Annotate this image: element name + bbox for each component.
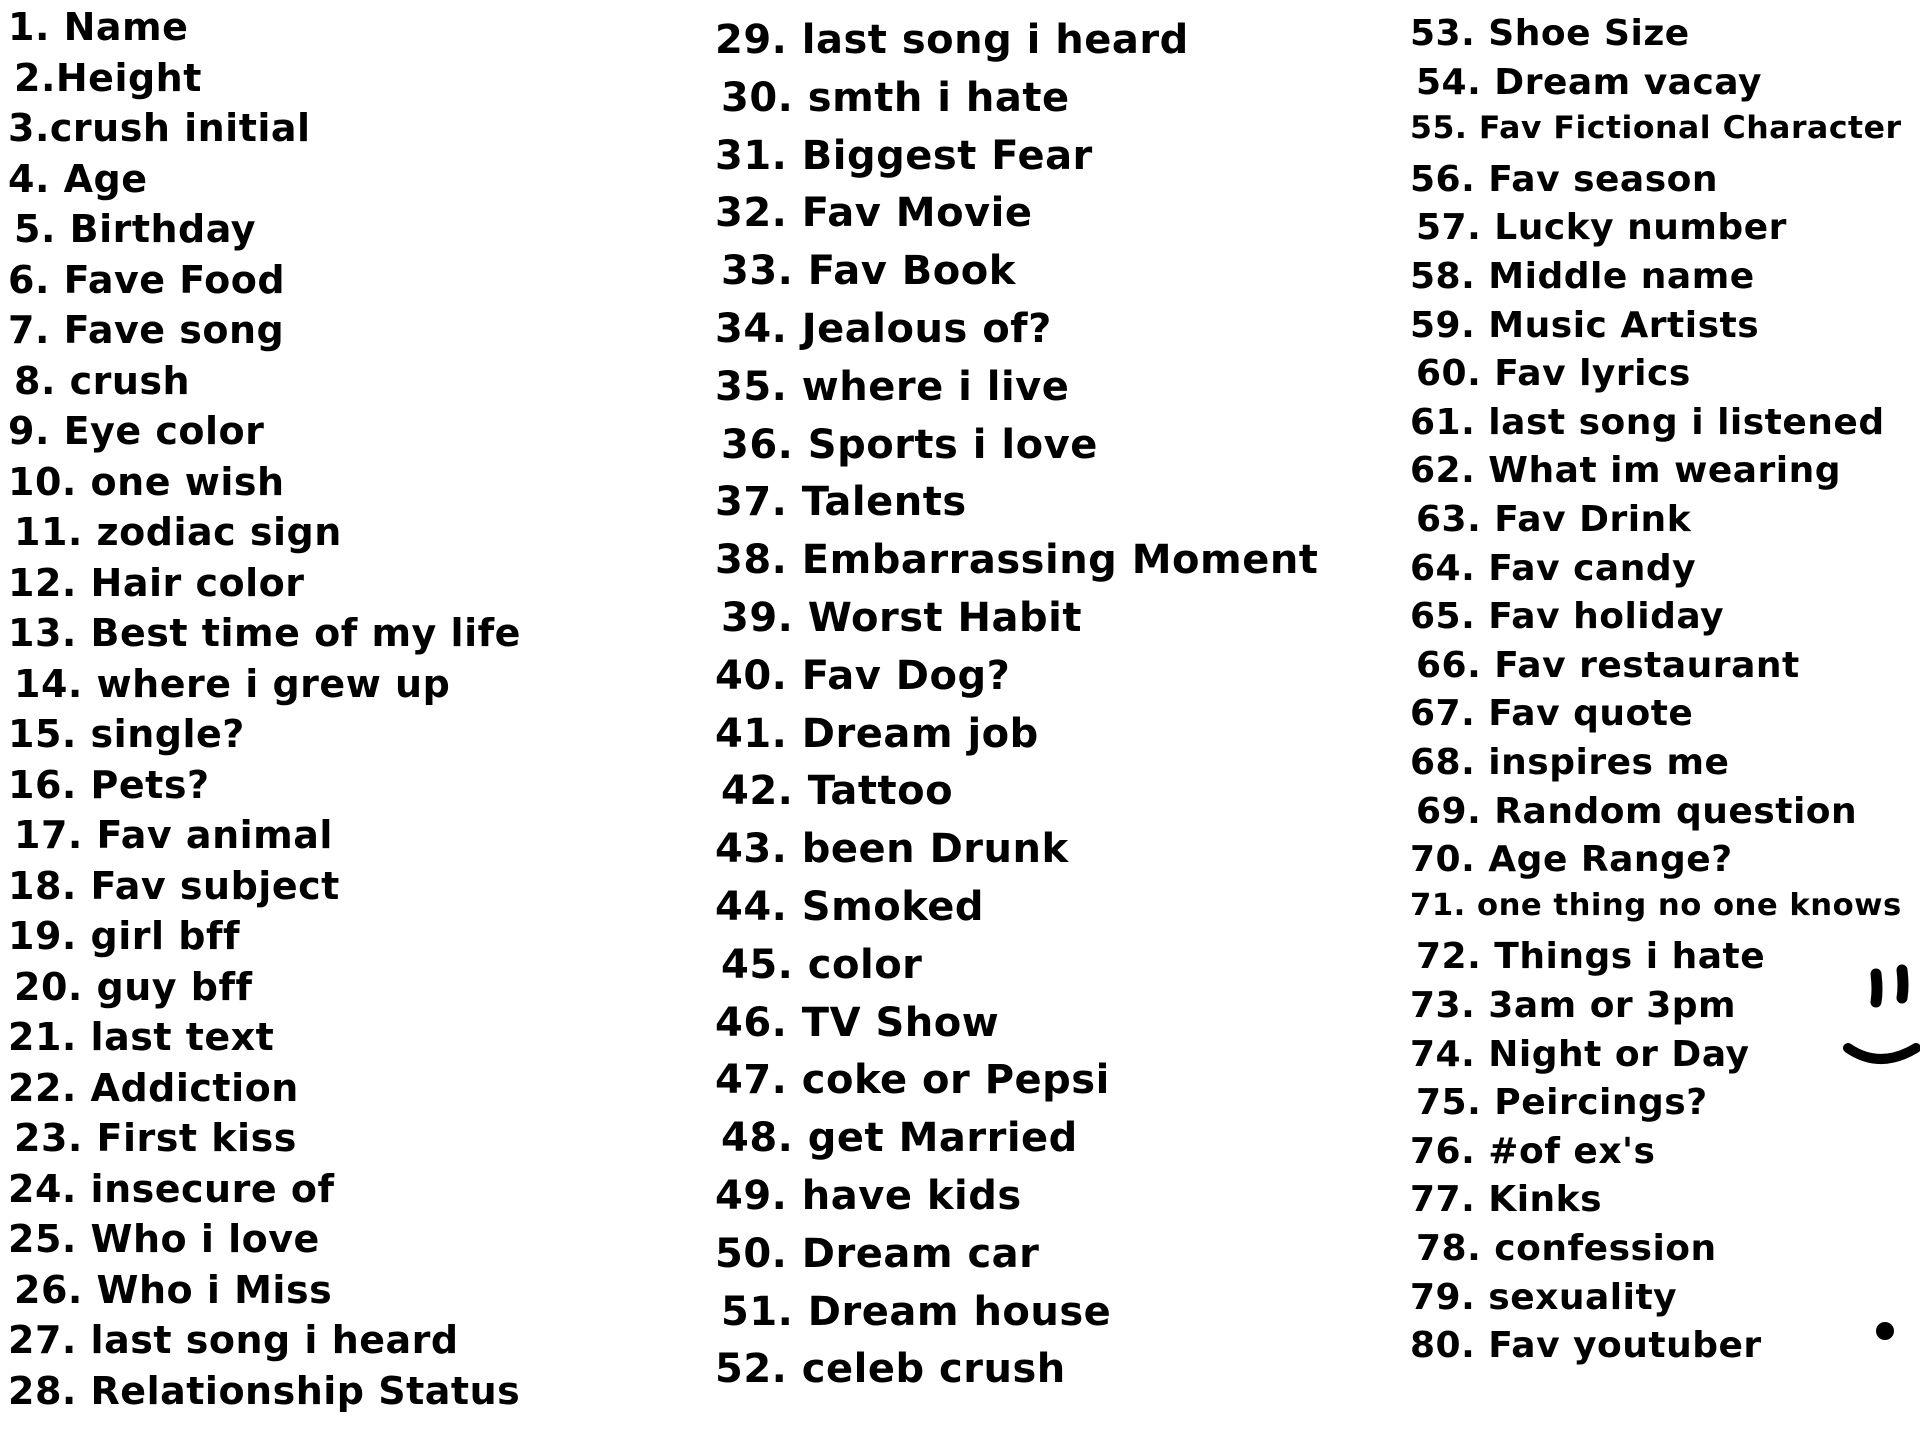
question-item: 77. Kinks <box>1410 1179 1603 1221</box>
question-item: 58. Middle name <box>1410 256 1755 297</box>
question-item: 19. girl bff <box>8 914 241 958</box>
question-item: 33. Fav Book <box>721 248 1016 295</box>
question-item: 13. Best time of my life <box>8 611 521 655</box>
question-item: 65. Fav holiday <box>1410 596 1725 638</box>
question-item: 32. Fav Movie <box>715 190 1033 237</box>
question-item: 4. Age <box>8 156 148 201</box>
question-item: 72. Things i hate <box>1416 936 1766 978</box>
question-item: 36. Sports i love <box>721 421 1098 468</box>
question-item: 3.crush initial <box>8 106 311 150</box>
question-item: 75. Peircings? <box>1416 1082 1708 1124</box>
question-item: 57. Lucky number <box>1416 207 1787 249</box>
question-item: 73. 3am or 3pm <box>1410 985 1737 1026</box>
question-item: 24. insecure of <box>8 1166 335 1211</box>
question-item: 20. guy bff <box>14 964 253 1009</box>
question-item: 63. Fav Drink <box>1416 499 1692 540</box>
question-item: 54. Dream vacay <box>1416 61 1762 103</box>
question-item: 79. sexuality <box>1410 1276 1678 1318</box>
smiley-doodle-icon <box>1840 940 1920 1200</box>
question-item: 61. last song i listened <box>1410 401 1885 443</box>
question-item: 26. Who i Miss <box>14 1267 333 1312</box>
question-item: 60. Fav lyrics <box>1416 353 1691 395</box>
question-item: 49. have kids <box>715 1173 1022 1219</box>
question-item: 34. Jealous of? <box>715 306 1052 352</box>
question-item: 7. Fave song <box>8 308 285 352</box>
question-item: 8. crush <box>14 358 191 403</box>
question-item: 5. Birthday <box>14 207 256 251</box>
dot-mark-icon <box>1870 1316 1900 1346</box>
question-item: 62. What im wearing <box>1410 450 1842 492</box>
question-item: 47. coke or Pepsi <box>715 1057 1110 1104</box>
question-item: 16. Pets? <box>8 762 210 807</box>
question-item: 76. #of ex's <box>1410 1130 1656 1172</box>
question-item: 29. last song i heard <box>715 17 1189 63</box>
question-item: 56. Fav season <box>1410 158 1719 200</box>
question-item: 15. single? <box>8 712 245 756</box>
question-item: 17. Fav animal <box>14 813 333 857</box>
question-item: 21. last text <box>8 1015 275 1059</box>
question-item: 74. Night or Day <box>1410 1033 1750 1075</box>
question-item: 44. Smoked <box>715 884 985 930</box>
question-item: 14. where i grew up <box>14 661 451 706</box>
question-item: 37. Talents <box>715 479 967 526</box>
question-item: 28. Relationship Status <box>8 1368 521 1413</box>
question-item: 9. Eye color <box>8 409 265 453</box>
question-item: 43. been Drunk <box>715 826 1069 873</box>
question-item: 80. Fav youtuber <box>1410 1325 1762 1367</box>
question-item: 64. Fav candy <box>1410 547 1697 589</box>
question-item: 78. confession <box>1416 1228 1717 1269</box>
question-item: 48. get Married <box>721 1115 1078 1162</box>
question-item: 38. Embarrassing Moment <box>715 537 1319 584</box>
question-item: 42. Tattoo <box>721 768 954 815</box>
question-item: 68. inspires me <box>1410 742 1730 783</box>
question-item: 69. Random question <box>1416 790 1858 832</box>
question-item: 53. Shoe Size <box>1410 13 1690 54</box>
question-item: 70. Age Range? <box>1410 839 1733 881</box>
question-item: 52. celeb crush <box>715 1346 1066 1393</box>
question-item: 31. Biggest Fear <box>715 132 1093 179</box>
question-item: 40. Fav Dog? <box>715 652 1011 699</box>
question-item: 25. Who i love <box>8 1217 320 1261</box>
question-item: 18. Fav subject <box>8 863 340 908</box>
question-item: 2.Height <box>14 55 202 100</box>
question-item: 35. where i live <box>715 363 1070 410</box>
question-item: 46. TV Show <box>715 999 1000 1046</box>
question-item: 30. smth i hate <box>721 74 1070 121</box>
question-item: 50. Dream car <box>715 1230 1040 1277</box>
question-item: 11. zodiac sign <box>14 510 342 554</box>
question-item: 55. Fav Fictional Character <box>1410 110 1902 147</box>
question-item: 67. Fav quote <box>1410 693 1694 735</box>
question-item: 10. one wish <box>8 459 285 504</box>
question-item: 41. Dream job <box>715 710 1039 757</box>
question-item: 39. Worst Habit <box>721 595 1082 641</box>
question-item: 51. Dream house <box>721 1288 1112 1335</box>
question-item: 12. Hair color <box>8 560 305 605</box>
question-item: 45. color <box>721 941 923 988</box>
question-item: 23. First kiss <box>14 1116 297 1160</box>
question-item: 6. Fave Food <box>8 257 286 302</box>
question-item: 71. one thing no one knows <box>1410 887 1902 923</box>
question-item: 27. last song i heard <box>8 1318 459 1362</box>
question-item: 59. Music Artists <box>1410 304 1760 346</box>
question-item: 22. Addiction <box>8 1065 299 1110</box>
question-item: 1. Name <box>8 5 189 49</box>
question-item: 66. Fav restaurant <box>1416 644 1800 686</box>
